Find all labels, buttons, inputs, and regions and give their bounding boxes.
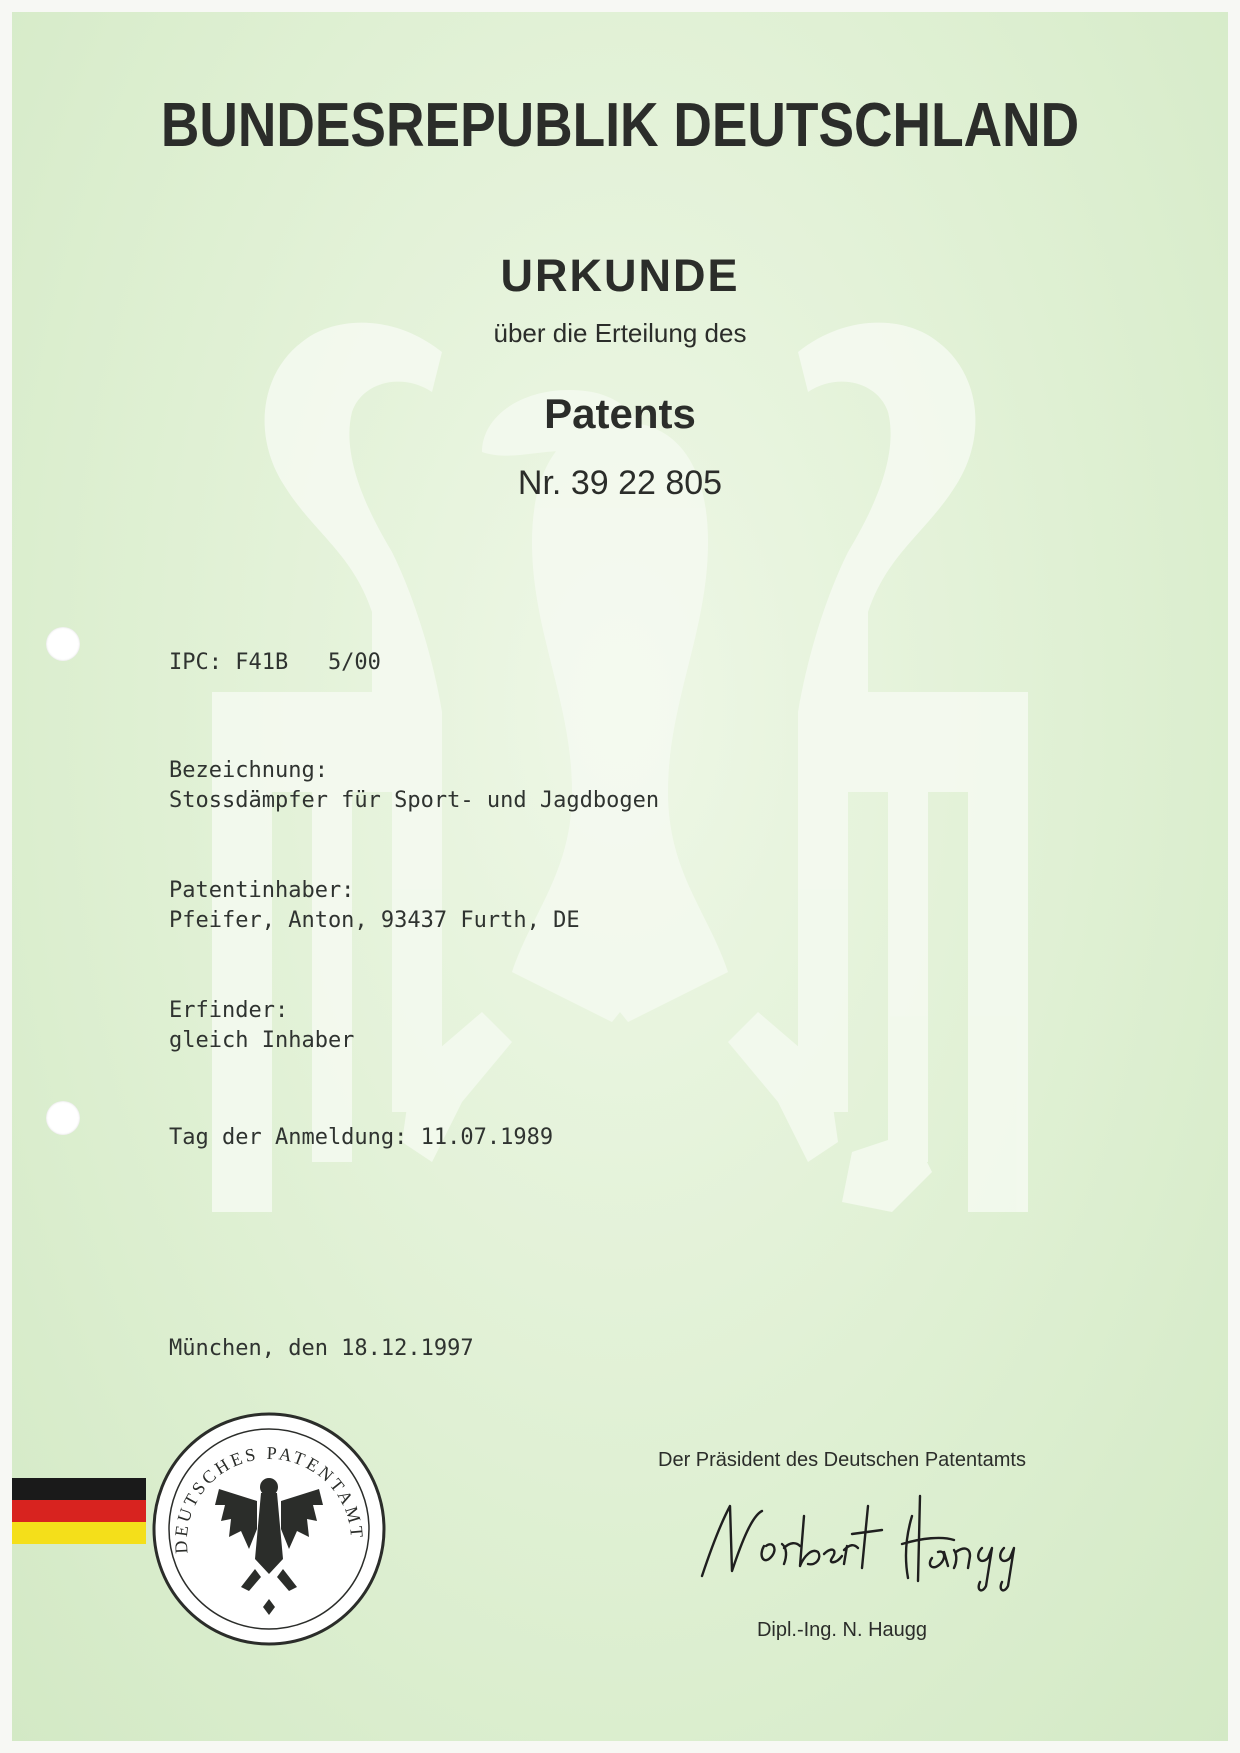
- designation-value: Stossdämpfer für Sport- und Jagdbogen: [169, 788, 660, 813]
- punch-hole: [46, 627, 80, 661]
- filing-date: Tag der Anmeldung: 11.07.1989: [169, 1125, 554, 1150]
- flag-stripe-red: [12, 1500, 146, 1522]
- punch-hole: [46, 1101, 80, 1135]
- signer-name: Dipl.-Ing. N. Haugg: [756, 1619, 928, 1641]
- inventor-value: gleich Inhaber: [169, 1028, 355, 1053]
- certificate-page: [12, 12, 1228, 1741]
- designation-label: Bezeichnung:: [169, 758, 328, 783]
- document-subtitle: über die Erteilung des: [493, 318, 747, 348]
- document-title: URKUNDE: [500, 250, 740, 301]
- patent-office-seal-icon: [149, 1409, 389, 1649]
- document-type: Patents: [544, 390, 696, 437]
- president-title: Der Präsident des Deutschen Patentamts: [658, 1449, 1026, 1471]
- holder-label: Patentinhaber:: [169, 878, 355, 903]
- flag-stripe-gold: [12, 1522, 146, 1544]
- country-heading: BUNDESREPUBLIK DEUTSCHLAND: [160, 91, 1080, 160]
- inventor-label: Erfinder:: [169, 998, 289, 1023]
- flag-stripe-black: [12, 1478, 146, 1500]
- svg-text:DEUTSCHES PATENTAMT: DEUTSCHES PATENTAMT: [170, 1442, 368, 1555]
- holder-value: Pfeifer, Anton, 93437 Furth, DE: [169, 908, 580, 933]
- ipc-classification: IPC: F41B 5/00: [169, 650, 381, 675]
- signature: [692, 1486, 1072, 1596]
- place-and-date: München, den 18.12.1997: [169, 1336, 474, 1361]
- patent-number: Nr. 39 22 805: [517, 464, 723, 502]
